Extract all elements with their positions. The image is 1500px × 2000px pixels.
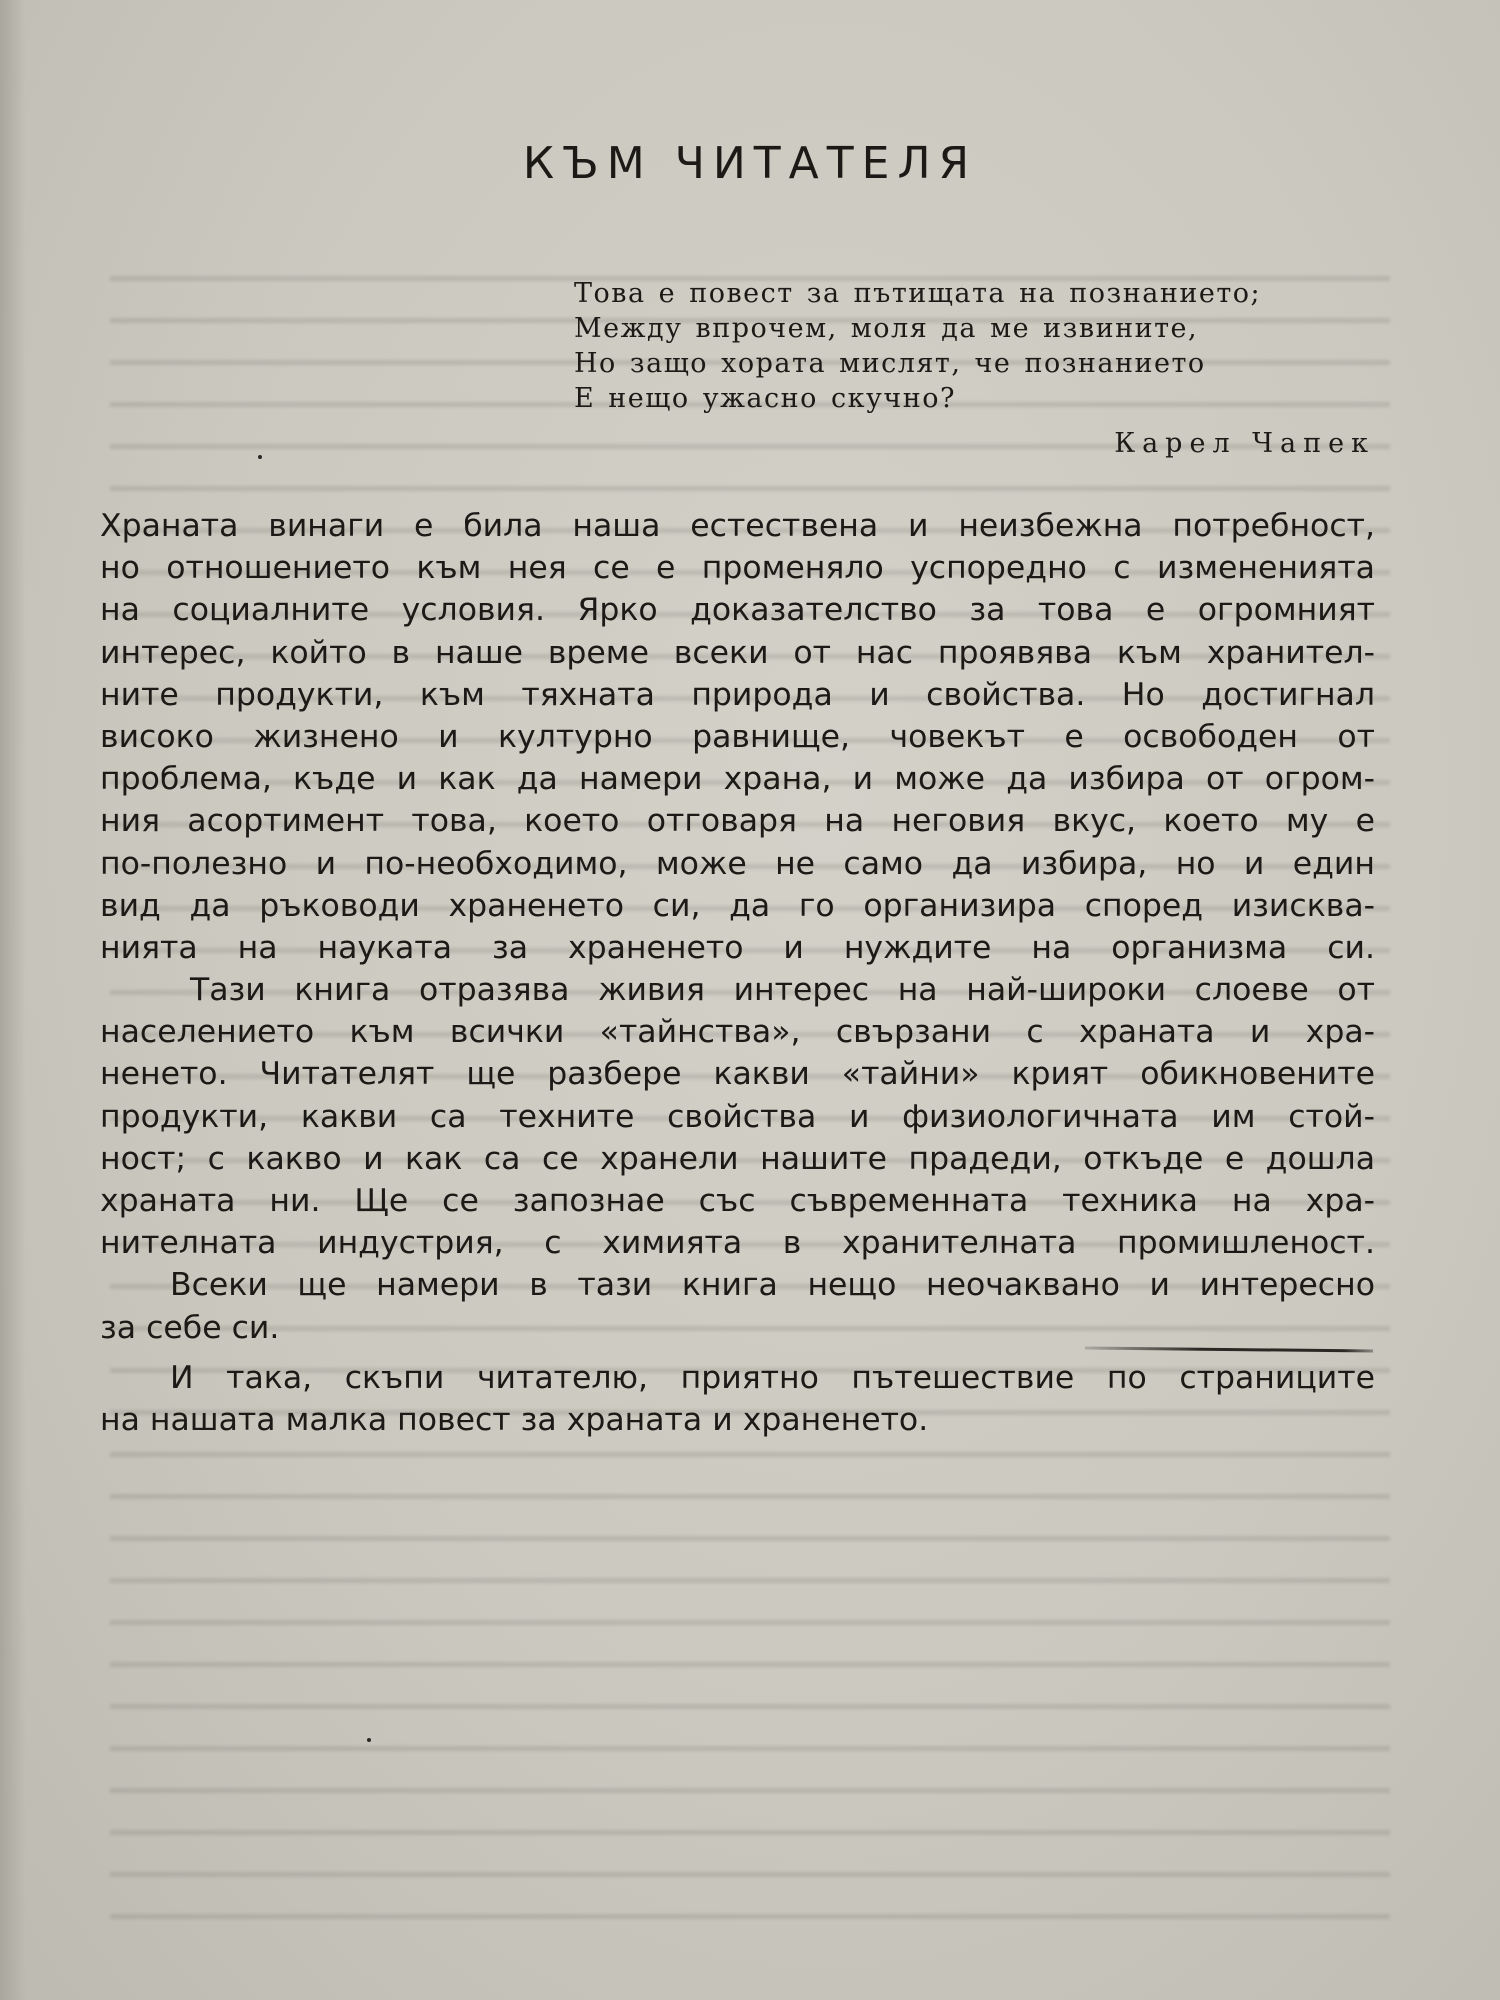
- text-line: храната ни. Ще се запознае със съвременната техника на хра-: [100, 1183, 1375, 1219]
- text-line: високо жизнено и културно равнище, човекът е освободен от: [100, 718, 1375, 755]
- text-line: на социалните условия. Ярко доказателство за това е огромният: [100, 592, 1375, 629]
- epigraph-author: Карел Чапек: [1114, 428, 1375, 459]
- text-line: Тази книга отразява живия интерес на най-широки слоеве от: [190, 972, 1375, 1009]
- text-line: Храната винаги е била наша естествена и неизбежна потребност,: [100, 508, 1375, 544]
- text-line: ния асортимент това, което отговаря на неговия вкус, което му е: [100, 803, 1375, 840]
- text-line: за себе си.: [100, 1309, 280, 1346]
- ink-speck: [258, 455, 262, 459]
- body-text: [100, 505, 1375, 1441]
- epigraph: [574, 276, 1374, 416]
- spine-shadow: [0, 0, 26, 2000]
- text-line: но отношението към нея се е променяло успоредно с измененията: [100, 550, 1375, 587]
- text-line: ненето. Читателят ще разбере какви «тайни» крият обикновените: [100, 1056, 1375, 1093]
- text-line: на нашата малка повест за храната и храненето.: [100, 1401, 929, 1438]
- text-line: ните продукти, към тяхната природа и свойства. Но достигнал: [100, 676, 1375, 713]
- text-line: населението към всички «тайнства», свързани с храната и хра-: [100, 1014, 1375, 1051]
- text-line: по-полезно и по-необходимо, може не само да избира, но и един: [100, 845, 1375, 882]
- text-line: ност; с какво и как са се хранели нашите прадеди, откъде е дошла: [100, 1140, 1375, 1177]
- epigraph-line: Но защо хората мислят, че познанието: [574, 348, 1206, 379]
- ink-speck: [367, 1738, 371, 1742]
- text-line: нията на науката за храненето и нуждите на организма си.: [100, 929, 1375, 966]
- text-line: продукти, какви са техните свойства и физиологичната им стой-: [100, 1098, 1375, 1135]
- epigraph-line: Това е повест за пътищата на познанието;: [574, 278, 1262, 309]
- text-line: вид да ръководи храненето си, да го организира според изисква-: [100, 887, 1375, 924]
- text-line: Всеки ще намери в тази книга нещо неочаквано и интересно: [170, 1267, 1375, 1304]
- text-line: И така, скъпи читателю, приятно пътешествие по страниците: [170, 1359, 1375, 1396]
- text-line: проблема, къде и как да намери храна, и може да избира от огром-: [100, 761, 1375, 798]
- text-line: интерес, който в наше време всеки от нас проявява към хранител-: [100, 634, 1375, 671]
- text-line: нителната индустрия, с химията в хранителната промишленост.: [100, 1225, 1375, 1262]
- page-title: КЪМ ЧИТАТЕЛЯ: [522, 138, 978, 189]
- epigraph-line: Е нещо ужасно скучно?: [574, 383, 956, 414]
- epigraph-line: Между впрочем, моля да ме извините,: [574, 313, 1199, 344]
